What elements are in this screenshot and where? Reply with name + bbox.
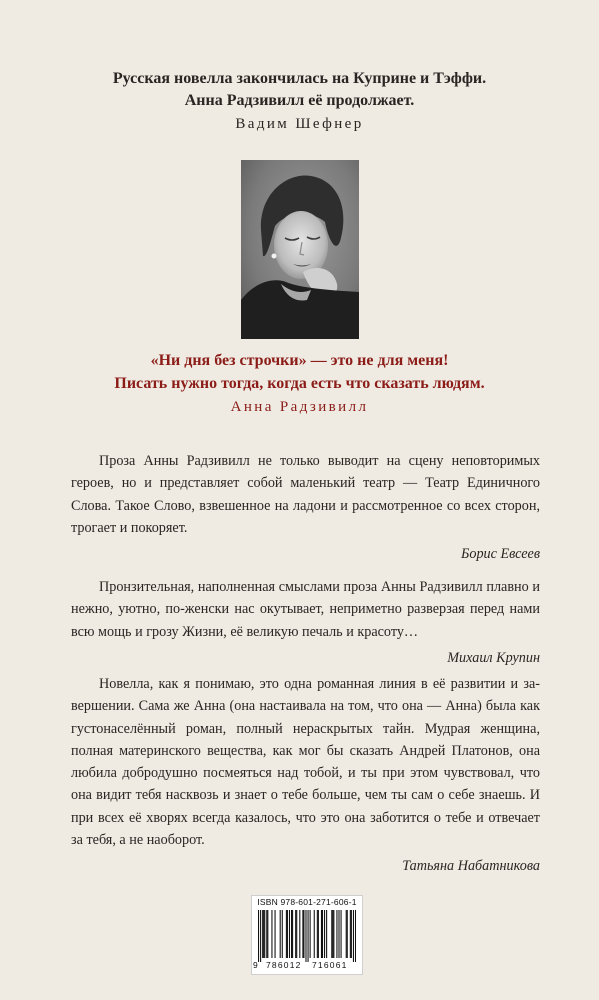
isbn-barcode (251, 895, 363, 975)
barcode-bar (280, 910, 281, 958)
barcode-bar (350, 910, 351, 958)
barcode-bar (271, 910, 272, 958)
barcode-bar (296, 910, 297, 958)
review-text: Новелла, как я понимаю, это одна романная линия в её развитии и завершении. Сама же Анна (она настаивала на том, что она — Анна) была как густонаселённый роман, полный нераскрытых тайн. Мудрая женщина, полная материнского вещества, как мог бы сказать Андрей Платонов, она любила добродушно посмеяться над тобой, и ты при этом чувствовал, что она видит тебя насквозь и знает о тебе больше, чем ты сам о себе знаешь. И при всех её хворях всегда казалось, что это она заботится о тебе и отвечает за тебя, а не наоборот. (71, 676, 540, 849)
barcode-bar (353, 910, 354, 962)
barcode-bar (318, 910, 319, 958)
barcode-bar (331, 910, 332, 958)
epigraph (0, 68, 599, 135)
barcode-digits-right: 716061 (312, 960, 348, 970)
review-3 (71, 673, 540, 877)
barcode-bar (310, 910, 311, 958)
barcode-bar (282, 910, 283, 958)
review-1 (71, 450, 540, 565)
epigraph-author: Вадим Шефнер (235, 116, 364, 132)
review-author: Михаил Крупин (447, 649, 540, 666)
barcode-digit-first: 9 (253, 960, 259, 970)
barcode-bar (260, 910, 261, 962)
barcode-bar (267, 910, 268, 958)
barcode-bar (314, 910, 315, 958)
barcode-bar (289, 910, 290, 958)
review-text: Проза Анны Радзивилл не только выводит на сцену неповторимых героев, но и представляет собой маленький театр — Театр Единичного Слова. Такое Слово, взвешенное на ладони и рассмотренное со всех сторон, трогает и покоряет. (71, 453, 540, 536)
author-portrait-photo (241, 160, 359, 339)
quote-line-2: Писать нужно тогда, когда есть что сказать людям. (114, 375, 485, 392)
barcode-bar (303, 910, 304, 958)
barcode-bar (326, 910, 327, 958)
isbn-label: ISBN 978-601-271-606-1 (257, 897, 357, 907)
barcode-bar (286, 910, 287, 958)
barcode-bar (266, 910, 267, 958)
barcode-bar (308, 910, 309, 962)
barcode-bar (338, 910, 339, 958)
barcode-bar (347, 910, 348, 958)
barcode-bar (299, 910, 300, 958)
barcode-bar (275, 910, 276, 958)
quote-line-1: «Ни дня без строчки» — это не для меня! (150, 352, 449, 369)
review-2 (71, 576, 540, 669)
barcode-bar (333, 910, 334, 958)
epigraph-line-2: Анна Радзивилл её продолжает. (184, 92, 415, 109)
barcode-bar (295, 910, 296, 958)
barcode-bar (317, 910, 318, 958)
barcode-bar (321, 910, 322, 958)
review-text: Пронзительная, наполненная смыслами проза Анны Радзивилл плавно и нежно, уютно, по-женски нас окутывает, неприметно разверзая перед нами всю мощь и грозу Жизни, её великую печаль и красоту… (71, 579, 540, 640)
barcode-bars (258, 910, 356, 962)
barcode-bar (263, 910, 264, 958)
barcode-bar (305, 910, 306, 962)
barcode-bar (322, 910, 323, 958)
quote-author: Анна Радзивилл (230, 399, 369, 415)
barcode-bar (258, 910, 259, 962)
barcode-bar (332, 910, 333, 958)
barcode-bar (264, 910, 265, 958)
portrait-image (241, 160, 359, 339)
barcode-bar (351, 910, 352, 958)
barcode-bar (324, 910, 325, 958)
review-author: Татьяна Набатникова (402, 858, 540, 875)
barcode-digits-left: 786012 (266, 960, 302, 970)
barcode-bar (341, 910, 342, 958)
author-quote (0, 349, 599, 418)
barcode-bar (336, 910, 337, 958)
barcode-bar (292, 910, 293, 958)
barcode-bar (262, 910, 263, 958)
review-author: Борис Евсеев (461, 546, 540, 563)
barcode-bar (291, 910, 292, 958)
barcode-bar (287, 910, 288, 958)
barcode-bar (346, 910, 347, 958)
barcode-bar (302, 910, 303, 958)
epigraph-line-1: Русская новелла закончилась на Куприне и Тэффи. (112, 70, 487, 87)
barcode-bar (355, 910, 356, 962)
